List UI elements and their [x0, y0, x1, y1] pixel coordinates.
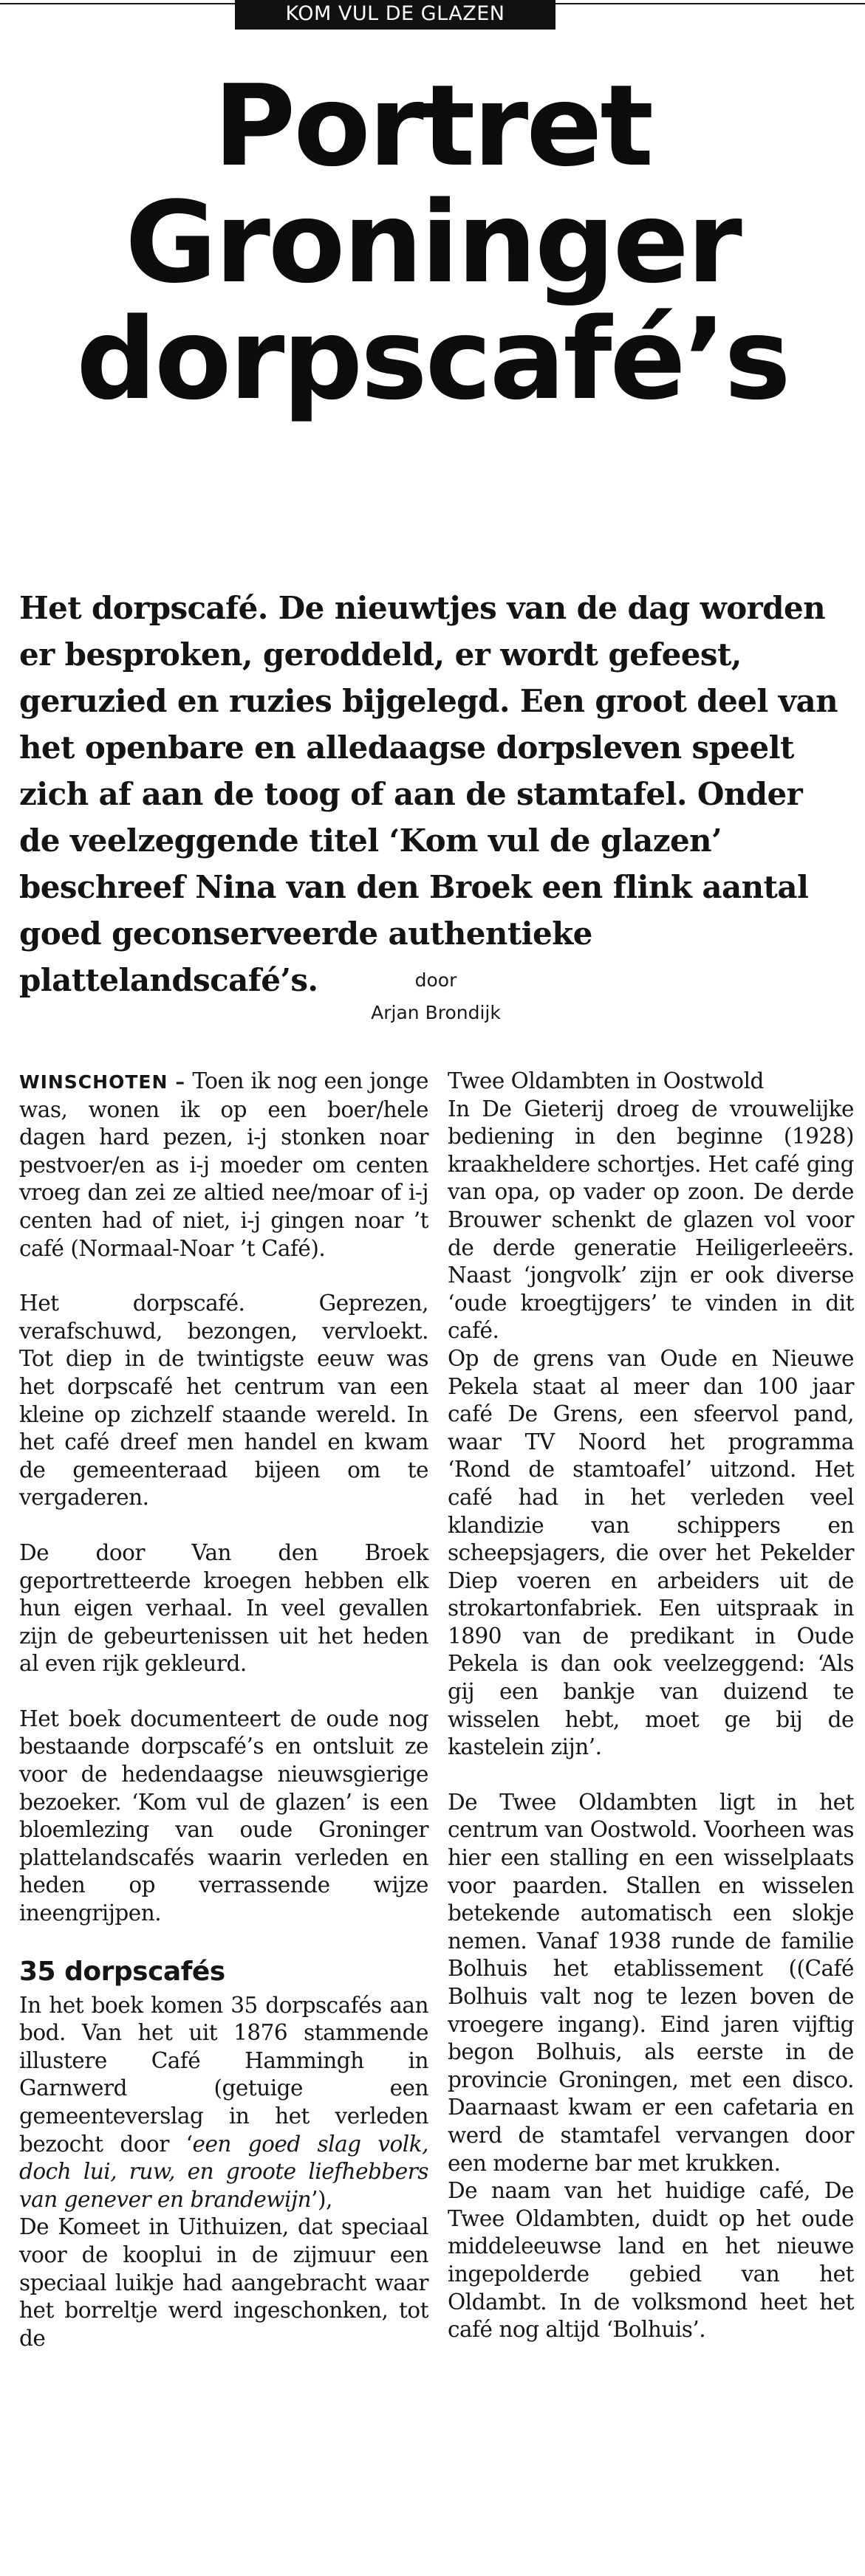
section-rubric: KOM VUL DE GLAZEN: [235, 0, 555, 30]
byline-author: Arjan Brondijk: [371, 1002, 501, 1023]
quote-italic: een goed slag volk, doch lui, ruw, en groote liefhebbers van genever en brandewijn: [19, 2131, 428, 2212]
article-paragraph: Het dorpscafé. Geprezen, verafschuwd, bezongen, vervloekt. Tot diep in de twintigste eeuw was het dorpscafé het centrum van een kleine op zichzelf staande wereld. In het café dreef men handel en kwam de gemeenteraad bijeen om te vergaderen.: [19, 1291, 428, 1511]
intro-lead: Het dorpscafé. De nieuwtjes van de dag worden er besproken, geroddeld, er wordt gefeest, geruzied en ruzies bijgelegd. Een groot deel van het openbare en alledaagse dorpsleven speelt zich af aan de toog of aan de stamtafel. Onder de veelzeggende titel ‘Kom vul de glazen’ beschreef Nina van den Broek een flink aantal goed geconserveerde authentieke plattelandscafé’s.: [19, 590, 838, 998]
article-paragraph: [19, 1068, 428, 1263]
headline: [0, 61, 865, 425]
paragraph-text: ’),: [311, 2186, 332, 2212]
article-paragraph: Twee Oldambten in Oostwold: [448, 1068, 764, 1093]
article-paragraph: De naam van het huidige café, De Twee Oldambten, duidt op het oude middeleeuwse land en het nieuwe ingepolderde gebied van het Oldambt. In de volksmond heet het café nog altijd ‘Bolhuis’.: [448, 2178, 854, 2343]
article-paragraph: De Komeet in Uithuizen, dat speciaal voor de kooplui in de zijmuur een speciaal luikje had aangebracht waar het borreltje werd ingeschonken, tot de: [19, 2214, 428, 2351]
dateline: WINSCHOTEN –: [19, 1071, 186, 1093]
subheading: 35 dorpscafés: [19, 1956, 225, 1987]
article-paragraph: Op de grens van Oude en Nieuwe Pekela staat al meer dan 100 jaar café De Grens, een sfeervol pand, waar TV Noord het programma ‘Rond de stamtoafel’ uitzond. Het café had in het verleden veel klandizie van schippers en scheepsjagers, die over het Pekelder Diep voeren en arbeiders uit de strokartonfabriek. Een uitspraak in 1890 van de predikant in Oude Pekela is dan ook veelzeggend: ‘Als gij een bankje van duizend te wisselen hebt, moet ge bij de kastelein zijn’.: [448, 1345, 854, 1760]
article-paragraph: [19, 1992, 428, 2214]
article-paragraph: De Twee Oldambten ligt in het centrum van Oostwold. Voorheen was hier een stalling en een wisselplaats voor paarden. Stallen en wisselen betekende automatisch een slokje nemen. Vanaf 1938 runde de familie Bolhuis het etablissement ((Café Bolhuis valt nog te lezen boven de vroegere ingang). Eind jaren vijftig begon Bolhuis, als eerste in de provincie Groningen, met een disco. Daarnaast kwam er een cafetaria en werd de stamtafel vervangen door een moderne bar met krukken.: [448, 1789, 854, 2176]
article-paragraph: In De Gieterij droeg de vrouwelijke bediening in den beginne (1928) kraakheldere schortjes. Het café ging van opa, op vader op zoon. De derde Brouwer schenkt de glazen vol voor de derde generatie Heiligerleeërs. Naast ‘jongvolk’ zijn er ook diverse ‘oude kroegtijgers’ te vinden in dit café.: [448, 1096, 854, 1344]
article-column-left: [19, 1068, 428, 2352]
byline-prefix: door: [414, 969, 457, 991]
paragraph-text: In het boek komen 35 dorpscafés aan bod. Van het uit 1876 stammende illustere Café Hammingh in Garnwerd (getuige een gemeenteverslag in het verleden bezocht door ‘: [19, 1992, 428, 2157]
headline-line-3: dorpscafé’s: [76, 294, 789, 425]
article-paragraph: Het boek documenteert de oude nog bestaande dorpscafé’s en ontsluit ze voor de hedendaagse nieuwsgierige bezoeker. ‘Kom vul de glazen’ is een bloemlezing van oude Groninger plattelandscafés waarin verleden en heden op verrassende wijze ineengrijpen.: [19, 1706, 428, 1926]
article-paragraph: De door Van den Broek geportretteerde kroegen hebben elk hun eigen verhaal. In veel gevallen zijn de gebeurtenissen uit het heden al even rijk gekleurd.: [19, 1539, 428, 1677]
byline: [281, 964, 591, 1029]
article-column-right: [448, 1068, 854, 2344]
paragraph-text: Toen ik nog een jonge was, wonen ik op een boer/hele dagen hard pezen, i-j stonken noar pestvoer/en as i-j moeder om centen vroeg dan zei ze altied nee/moar of i-j centen had of niet, i-j gingen noar ’t café (Normaal-Noar ’t Café).: [19, 1068, 429, 1261]
headline-line-1: Portret: [213, 61, 652, 191]
headline-line-2: Groninger: [125, 177, 740, 308]
